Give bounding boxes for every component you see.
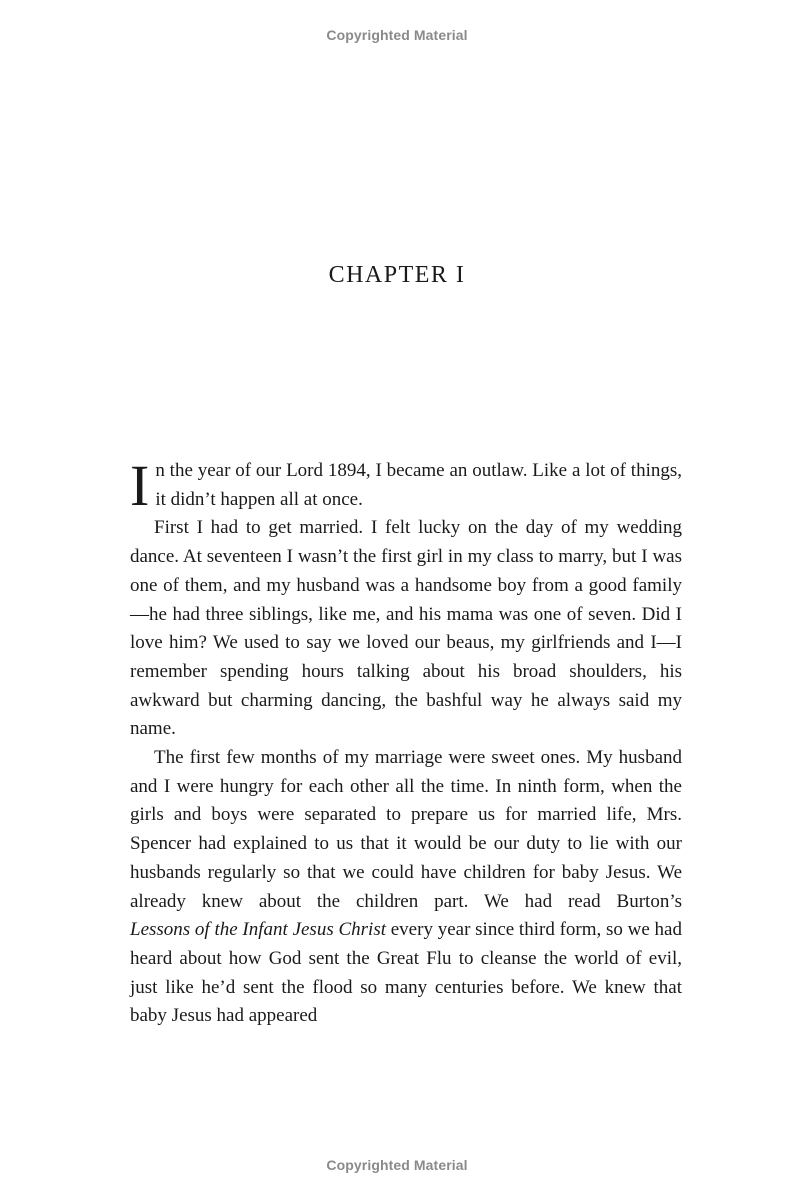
book-title: Lessons of the Infant Jesus Christ [130,919,386,941]
watermark-bottom: Copyrighted Material [326,1157,468,1173]
drop-cap: I [130,453,150,518]
chapter-body [130,453,682,1031]
paragraph-2: First I had to get married. I felt lucky on the day of my wedding dance. At seventeen I wasn’t the first girl in my class to marry, but I was one of them, and my husband was a handsome boy from a good family—he had three siblings, like me, and his mama was one of seven. Did I love him? We used to say we loved our beaus, my girlfriends and I—I remember spending hours talking about his broad shoulders, his awkward but charming dancing, the bashful way he always said my name. [130,517,682,740]
paragraph-1 [130,453,682,518]
chapter-title: CHAPTER I [328,262,466,288]
paragraph-3-text-b: every year since third form, so we had heard about how God sent the Great Flu to cleanse the world of evil, just like he’d sent the flood so many centuries before. We knew that baby Jesus had appeared [130,919,682,1027]
paragraph-1-text: n the year of our Lord 1894, I became an outlaw. Like a lot of things, it didn’t happen all at once. [155,460,682,510]
paragraph-3 [130,744,682,1031]
watermark-top: Copyrighted Material [326,27,468,43]
paragraph-3-text-a: The first few months of my marriage were sweet ones. My husband and I were hungry for each other all the time. In ninth form, when the girls and boys were separated to prepare us for married life, Mrs. Spencer had explained to us that it would be our duty to lie with our husbands regularly so that we could have children for baby Jesus. We already knew about the children part. We had read Burton’s [130,747,682,912]
